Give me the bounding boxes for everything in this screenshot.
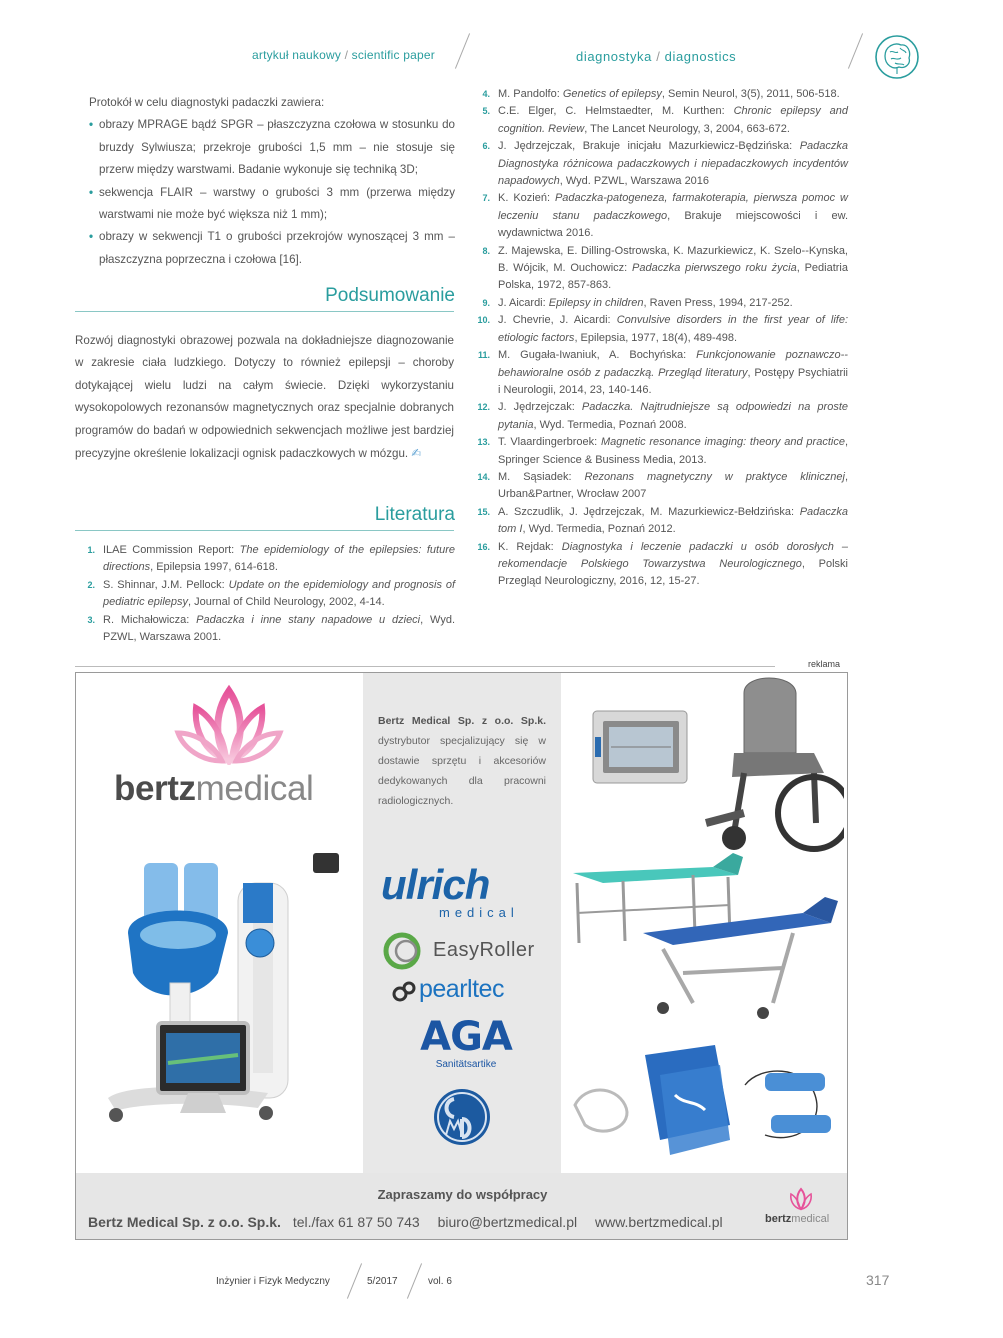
pearltec-mark-icon [392,981,418,1003]
contact-website[interactable]: www.bertzmedical.pl [594,1214,723,1230]
reference-item: 15. A. Szczudlik, J. Jędrzejczak, M. Mazurkiewicz-Bełdzińska: Padaczka tom I, Wyd. Termedia, Poznań 2012. [477,505,848,536]
list-item: • obrazy w sekwencji T1 o grubości przekrojów wynoszącej 3 mm – płaszczyzna poprzeczna i czołowa [16]. [89,226,455,271]
easyroller-logo: EasyRoller [381,931,551,971]
easyroller-ring-icon [381,931,423,971]
ad-contact-line [88,1214,737,1230]
footer-volume: vol. 6 [428,1276,452,1287]
reference-item: 11. M. Gugała-Iwaniuk, A. Bochyńska: Funkcjonowanie poznawczo--behawioralne osób z padaczką. Przegląd literatury, Postępy Psychiatrii i Neurologii, 2014, 23, 140-146. [477,349,848,396]
footer-journal: Inżynier i Fizyk Medyczny [216,1276,330,1287]
reference-item: 14. M. Sąsiadek: Rezonans magnetyczny w praktyce klinicznej, Urban&Partner, Wrocław 2007 [477,470,848,501]
reference-item: 13. T. Vlaardingerbroek: Magnetic resonance imaging: theory and practice, Springer Science & Business Media, 2013. [477,436,848,466]
section-title-summary: Podsumowanie [325,285,455,306]
ad-divider [75,666,775,667]
footer-issue: 5/2017 [367,1276,398,1287]
bertz-wordmark: bertzmedical [114,769,314,808]
header-divider [455,33,470,69]
brain-icon [873,32,921,82]
pearltec-logo: pearltec [392,975,532,1005]
ad-contact-strip [76,1173,848,1240]
section-title-literature: Literatura [374,504,455,525]
positioning-pads-image [565,1045,845,1165]
summary-text: Rozwój diagnostyki obrazowej pozwala na dokładniejsze diagnozowanie w zakresie ciała ludzkiego. Dotyczy to również epilepsji – choroby dotykającej wielu ludzi na całym świecie. Dzięki wykorzystaniu wysokopolowych rezonansów magnetycznych oraz specjalnie dobranych programów do badań w odpowiednich sekwencjach możliwe jest bardziej precyzyjne określenie lokalizacji ognisk padaczkowych w mózgu. ✍ [75,330,454,465]
header-category-right: diagnostyka / diagnostics [576,49,737,64]
page-number: 317 [866,1272,890,1288]
references-left [75,542,455,646]
ad-invite: Zapraszamy do współpracy [377,1187,548,1202]
contact-phone: tel./fax 61 87 50 743 [292,1214,420,1230]
header-category-left: artykuł naukowy / scientific paper [252,48,435,62]
reference-item: 10. J. Chevrie, J. Aicardi: Convulsive disorders in the first year of life: etiologic factors, Epilepsia, 1977, 18(4), 489-498. [477,314,849,344]
ulrich-logo: ulrich medical [381,861,519,920]
reference-item: 1. ILAE Commission Report: The epidemiology of the epilepsies: future directions, Epilepsia 1997, 614-618. [87,544,455,574]
contrast-injector-image [88,823,348,1138]
reference-item: 7. K. Kozień: Padaczka-patogeneza, farmakoterapia, pierwsza pomoc w leczeniu stanu padaczkowego, Brakuje miejscowości i ew. wydawnictwa 2016. [482,192,849,240]
reference-item: 8. Z. Majewska, E. Dilling-Ostrowska, K. Mazurkiewicz, K. Szelo--Kynska, B. Wójcik, M. Ouchowicz: Padaczka pierwszego roku życia, Pediatria Polska, 1972, 857-863. [482,244,848,292]
references-right [470,86,848,591]
list-item: • obrazy MPRAGE bądź SPGR – płaszczyzna czołowa w stosunku do bruzdy Sylwiusza; przekroje grubości 1,5 mm – nie stosuje się przerw między warstwami. Badanie wykonuje się techniką 3D; [89,114,455,181]
reference-item: 6. J. Jędrzejczak, Brakuje inicjału Mazurkiewicz-Będzińska: Padaczka Diagnostyka różnicowa padaczkowych i niepadaczkowych incydentów napadowych, Wyd. PZWL, Warszawa 2016 [482,140,848,188]
contact-email[interactable]: biuro@bertzmedical.pl [437,1214,578,1230]
advertisement [75,672,848,1240]
ad-description: Bertz Medical Sp. z o.o. Sp.k. dystrybutor specjalizujący się w dostawie sprzętu i akcesoriów dedykowanych dla pracowni radiologicznych. [378,715,546,807]
bertz-logo [114,681,334,811]
footer-divider [407,1263,422,1299]
protocol-intro: Protokół w celu diagnostyki padaczki zawiera: [89,96,325,109]
reference-item: 16. K. Rejdak: Diagnostyka i leczenie padaczki u osób dorosłych – rekomendacje Polskiego Towarzystwa Neurologicznego, Polski Przegląd Neurologiczny, 2016, 12, 15-27. [477,540,848,588]
end-mark-icon: ✍ [411,446,422,461]
warming-cabinet-image [591,707,691,789]
lotus-icon [174,683,284,765]
contact-company: Bertz Medical Sp. z o.o. Sp.k. [88,1214,281,1230]
reference-item: 9. J. Aicardi: Epilepsy in children, Raven Press, 1994, 217-252. [482,296,793,309]
wheelchair-image [704,673,844,863]
reference-item: 12. J. Jędrzejczak: Padaczka. Najtrudniejsze są odpowiedzi na proste pytania, Wyd. Termedia, Poznań 2008. [477,401,848,431]
ad-label: reklama [808,659,841,669]
examination-tables-image [563,853,848,1028]
reference-item: 2. S. Shinnar, J.M. Pellock: Update on the epidemiology and prognosis of pediatric epilepsy, Journal of Child Neurology, 2002, 4-14. [87,578,456,609]
bertz-logo-small: bertzmedical [765,1187,837,1231]
cdm-logo-icon [432,1087,492,1147]
protocol-section [75,92,455,271]
reference-item: 3. R. Michałowicza: Padaczka i inne stany napadowe u dzieci, Wyd. PZWL, Warszawa 2001. [87,613,456,644]
reference-item: 5. C.E. Elger, C. Helmstaedter, M. Kurthen: Chronic epilepsy and cognition. Review, The Lancet Neurology, 3, 2004, 663-672. [482,105,848,135]
section-rule [75,530,454,531]
footer-divider [347,1263,362,1299]
section-rule [75,311,454,312]
aga-logo: AGA Sanitätsartike [420,1014,512,1070]
lotus-icon [787,1187,815,1211]
reference-item: 4. M. Pandolfo: Genetics of epilepsy, Semin Neurol, 3(5), 2011, 506-518. [482,88,840,100]
protocol-list [75,114,455,271]
header-divider [848,33,863,69]
list-item: • sekwencja FLAIR – warstwy o grubości 3 mm (przerwa między warstwami nie może być większa niż 1 mm); [89,182,455,227]
